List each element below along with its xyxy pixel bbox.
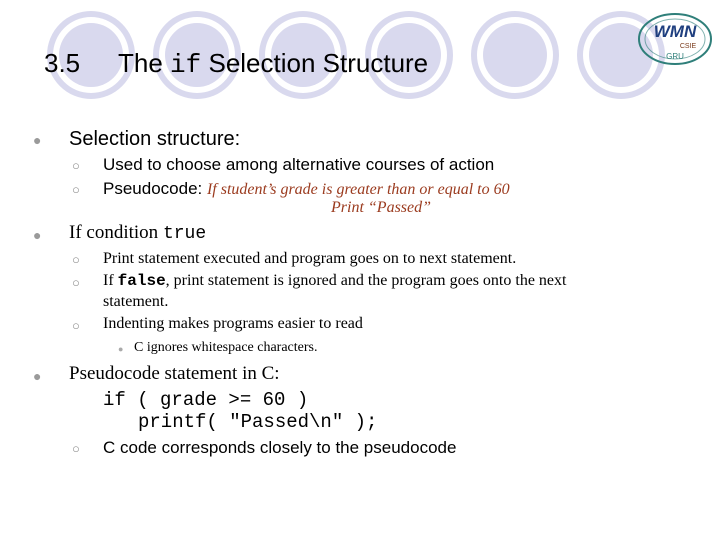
sub-sub-bullet-whitespace: C ignores whitespace characters.	[134, 340, 318, 355]
sub-bullet-print-executed: Print statement executed and program goes on to next statement.	[103, 250, 517, 267]
sub-bullet-ring: ○	[72, 252, 80, 267]
sub-bullet-pseudocode	[103, 179, 510, 199]
pseudocode-line1: If student’s grade is greater than or equal to 60	[206, 181, 510, 198]
sub-bullet-ring: ○	[72, 275, 80, 290]
bullet-dot: ●	[33, 132, 42, 148]
slide-title	[44, 48, 428, 80]
sub-bullet-indenting: Indenting makes programs easier to read	[103, 315, 363, 332]
title-text-post: Selection Structure	[201, 48, 429, 78]
title-code: if	[170, 50, 202, 80]
bullet-dot: ●	[33, 368, 42, 384]
wmn-logo	[636, 10, 714, 68]
sub-bullet-c-code: C code corresponds closely to the pseudocode	[103, 438, 457, 457]
sub-bullet-ring: ○	[72, 441, 80, 456]
sub-bullet-if-false-cont: statement.	[103, 293, 169, 310]
pseudocode-line2: Print “Passed”	[331, 199, 432, 216]
svg-text:CSIE: CSIE	[679, 43, 697, 50]
sub-bullet-ring: ○	[72, 158, 80, 173]
sub-bullet-if-false: If false, print statement is ignored and the program goes onto the next	[103, 272, 567, 290]
svg-text:WMN: WMN	[653, 22, 697, 41]
code-true: true	[162, 224, 207, 244]
code-if-line: if ( grade >= 60 )	[103, 389, 309, 411]
sub-bullet-choose: Used to choose among alternative courses of action	[103, 155, 495, 174]
code-printf-line: printf( "Passed\n" );	[138, 411, 378, 433]
bullet-dot: ●	[33, 227, 42, 243]
svg-text:GRU: GRU	[666, 52, 684, 61]
sub-bullet-ring: ○	[72, 318, 80, 333]
code-false: false	[117, 272, 166, 290]
bullet-if-condition: If condition true	[69, 222, 207, 244]
bullet-pseudocode-in-c: Pseudocode statement in C:	[69, 363, 280, 384]
title-text-pre: The	[118, 48, 171, 78]
pseudocode-label: Pseudocode:	[103, 179, 207, 198]
sub-bullet-ring: ○	[72, 182, 80, 197]
bullet-selection-structure: Selection structure:	[69, 128, 241, 150]
section-number: 3.5	[44, 48, 81, 78]
sub-sub-bullet-dot: ●	[118, 344, 124, 354]
